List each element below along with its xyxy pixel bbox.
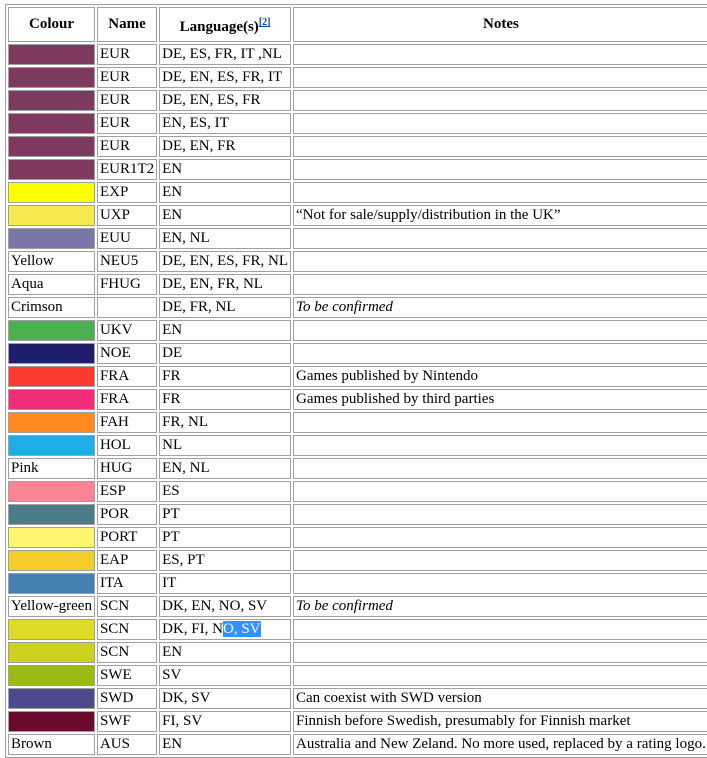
header-languages-label: Language(s) <box>179 19 259 35</box>
languages: EN <box>159 320 291 341</box>
table-row <box>8 320 707 341</box>
languages: DE, EN, ES, FR, NL <box>159 251 291 272</box>
notes: To be confirmed <box>293 297 707 318</box>
colour-name: Yellow <box>8 251 95 272</box>
languages: PT <box>159 527 291 548</box>
notes <box>293 320 707 341</box>
region-code: EUR <box>97 67 157 88</box>
region-code: EXP <box>97 182 157 203</box>
notes <box>293 90 707 111</box>
table-row <box>8 596 707 617</box>
notes <box>293 228 707 249</box>
table-row <box>8 44 707 65</box>
notes <box>293 412 707 433</box>
region-code: POR <box>97 504 157 525</box>
region-code: FRA <box>97 389 157 410</box>
notes: Finnish before Swedish, presumably for Finnish market <box>293 711 707 732</box>
languages: DK, SV <box>159 688 291 709</box>
region-code: EAP <box>97 550 157 571</box>
table-row <box>8 90 707 111</box>
notes <box>293 527 707 548</box>
region-code: ESP <box>97 481 157 502</box>
table-row <box>8 274 707 295</box>
colour-swatch <box>8 159 95 180</box>
languages: EN <box>159 205 291 226</box>
table-row <box>8 136 707 157</box>
colour-name: Pink <box>8 458 95 479</box>
footnote-ref <box>259 14 271 28</box>
notes: Games published by third parties <box>293 389 707 410</box>
colour-swatch <box>8 90 95 111</box>
region-code: SCN <box>97 642 157 663</box>
table-row <box>8 481 707 502</box>
region-code: SCN <box>97 619 157 640</box>
notes <box>293 573 707 594</box>
header-languages <box>159 7 291 42</box>
notes <box>293 665 707 686</box>
table-row <box>8 527 707 548</box>
table-row <box>8 182 707 203</box>
languages <box>159 619 291 640</box>
table-row <box>8 228 707 249</box>
region-code: EUR <box>97 136 157 157</box>
table-row <box>8 619 707 640</box>
table-row <box>8 573 707 594</box>
notes <box>293 481 707 502</box>
region-code: FRA <box>97 366 157 387</box>
notes: To be confirmed <box>293 596 707 617</box>
region-code: EUR <box>97 113 157 134</box>
colour-swatch <box>8 67 95 88</box>
notes <box>293 435 707 456</box>
languages: NL <box>159 435 291 456</box>
text-selection[interactable]: O, SV <box>222 621 261 637</box>
colour-swatch <box>8 228 95 249</box>
colour-swatch <box>8 366 95 387</box>
notes <box>293 182 707 203</box>
table-body <box>8 44 707 755</box>
table-row <box>8 711 707 732</box>
languages: FR <box>159 366 291 387</box>
colour-swatch <box>8 435 95 456</box>
languages: ES, PT <box>159 550 291 571</box>
colour-swatch <box>8 527 95 548</box>
colour-swatch <box>8 504 95 525</box>
notes <box>293 251 707 272</box>
colour-swatch <box>8 665 95 686</box>
notes <box>293 458 707 479</box>
table-row <box>8 642 707 663</box>
region-code: HOL <box>97 435 157 456</box>
notes <box>293 44 707 65</box>
languages: DE, ES, FR, IT ,NL <box>159 44 291 65</box>
region-code: EUR <box>97 90 157 111</box>
languages: EN <box>159 642 291 663</box>
languages: DK, EN, NO, SV <box>159 596 291 617</box>
header-colour: Colour <box>8 7 95 42</box>
colour-swatch <box>8 642 95 663</box>
colour-name: Crimson <box>8 297 95 318</box>
colour-name: Yellow-green <box>8 596 95 617</box>
region-code: EUR <box>97 44 157 65</box>
table-row <box>8 412 707 433</box>
languages: DE, EN, FR <box>159 136 291 157</box>
notes <box>293 642 707 663</box>
region-colour-table <box>5 4 707 758</box>
notes <box>293 343 707 364</box>
languages: ES <box>159 481 291 502</box>
region-code: ITA <box>97 573 157 594</box>
table-row <box>8 366 707 387</box>
footnote-link[interactable]: [2] <box>258 17 271 28</box>
languages: EN <box>159 182 291 203</box>
languages: EN, NL <box>159 228 291 249</box>
languages: EN <box>159 734 291 755</box>
languages: DE, EN, FR, NL <box>159 274 291 295</box>
region-code: EUU <box>97 228 157 249</box>
table-row <box>8 159 707 180</box>
languages: IT <box>159 573 291 594</box>
header-name: Name <box>97 7 157 42</box>
table-row <box>8 297 707 318</box>
table-row <box>8 67 707 88</box>
colour-name: Brown <box>8 734 95 755</box>
region-code <box>97 297 157 318</box>
colour-swatch <box>8 550 95 571</box>
notes: Can coexist with SWD version <box>293 688 707 709</box>
header-row <box>8 7 707 42</box>
notes <box>293 67 707 88</box>
region-code: SWF <box>97 711 157 732</box>
region-code: UKV <box>97 320 157 341</box>
table-row <box>8 343 707 364</box>
region-code: SWE <box>97 665 157 686</box>
colour-swatch <box>8 136 95 157</box>
colour-swatch <box>8 619 95 640</box>
region-code: HUG <box>97 458 157 479</box>
region-code: NOE <box>97 343 157 364</box>
notes: “Not for sale/supply/distribution in the UK” <box>293 205 707 226</box>
languages: EN, NL <box>159 458 291 479</box>
table-row <box>8 389 707 410</box>
languages: FR <box>159 389 291 410</box>
region-code: SWD <box>97 688 157 709</box>
colour-swatch <box>8 44 95 65</box>
region-code: FAH <box>97 412 157 433</box>
languages: DE, EN, ES, FR, IT <box>159 67 291 88</box>
table-row <box>8 688 707 709</box>
notes: Games published by Nintendo <box>293 366 707 387</box>
colour-swatch <box>8 320 95 341</box>
table-row <box>8 550 707 571</box>
languages: EN, ES, IT <box>159 113 291 134</box>
colour-swatch <box>8 573 95 594</box>
table-row <box>8 734 707 755</box>
languages: PT <box>159 504 291 525</box>
region-code: AUS <box>97 734 157 755</box>
languages: DE, EN, ES, FR <box>159 90 291 111</box>
region-code: PORT <box>97 527 157 548</box>
table-row <box>8 205 707 226</box>
colour-swatch <box>8 481 95 502</box>
notes <box>293 113 707 134</box>
colour-swatch <box>8 205 95 226</box>
languages: EN <box>159 159 291 180</box>
languages: DE, FR, NL <box>159 297 291 318</box>
table-row <box>8 113 707 134</box>
languages-text: DK, FI, N <box>162 621 223 637</box>
colour-name: Aqua <box>8 274 95 295</box>
table-row <box>8 504 707 525</box>
table-row <box>8 435 707 456</box>
languages: FI, SV <box>159 711 291 732</box>
languages: DE <box>159 343 291 364</box>
notes <box>293 274 707 295</box>
notes <box>293 504 707 525</box>
table-row <box>8 458 707 479</box>
notes: Australia and New Zeland. No more used, replaced by a rating logo. <box>293 734 707 755</box>
region-code: SCN <box>97 596 157 617</box>
table-row <box>8 251 707 272</box>
colour-swatch <box>8 688 95 709</box>
notes <box>293 550 707 571</box>
region-code: UXP <box>97 205 157 226</box>
colour-swatch <box>8 113 95 134</box>
languages: SV <box>159 665 291 686</box>
region-code: EUR1T2 <box>97 159 157 180</box>
colour-swatch <box>8 182 95 203</box>
colour-swatch <box>8 343 95 364</box>
notes <box>293 159 707 180</box>
region-code: NEU5 <box>97 251 157 272</box>
colour-swatch <box>8 412 95 433</box>
table-row <box>8 665 707 686</box>
notes <box>293 619 707 640</box>
colour-swatch <box>8 711 95 732</box>
notes <box>293 136 707 157</box>
header-notes: Notes <box>293 7 707 42</box>
languages: FR, NL <box>159 412 291 433</box>
colour-swatch <box>8 389 95 410</box>
region-code: FHUG <box>97 274 157 295</box>
